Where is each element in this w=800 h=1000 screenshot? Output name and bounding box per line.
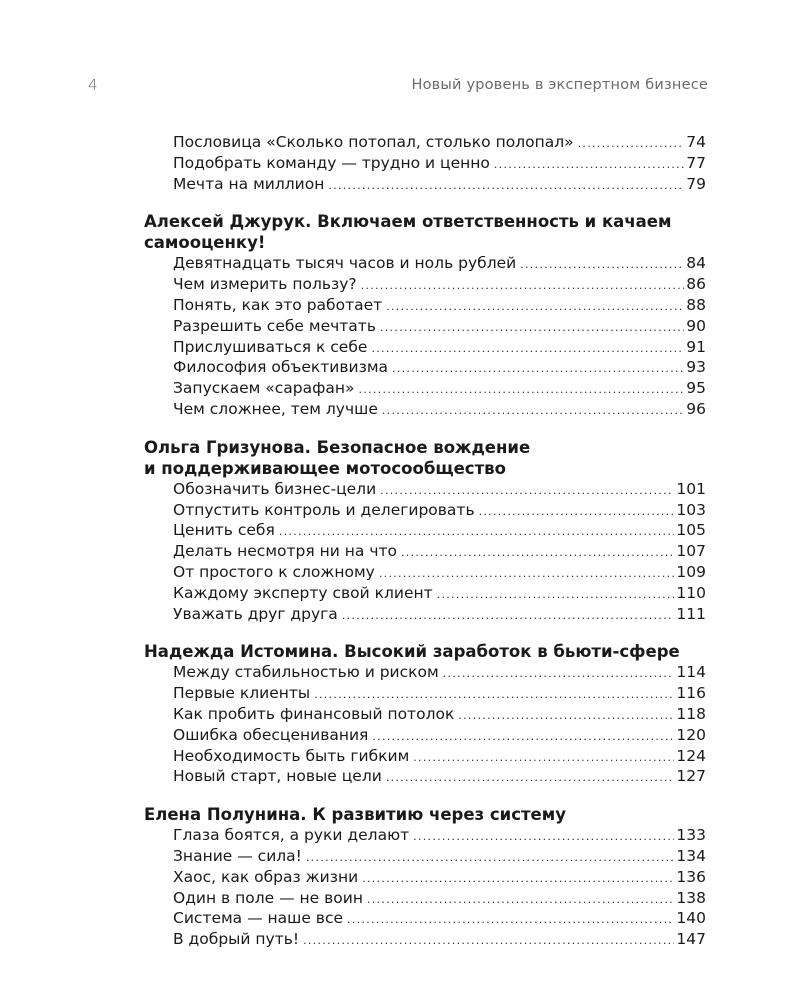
dot-leader: [494, 156, 684, 175]
entry-title: Между стабильностью и риском: [173, 663, 439, 682]
entry-page-number: 109: [676, 562, 706, 581]
entry-title: Прислушиваться к себе: [173, 337, 368, 356]
toc-entry: [144, 563, 706, 584]
entry-title: Запускаем «сарафан»: [173, 379, 355, 398]
dot-leader: [386, 298, 684, 317]
dot-leader: [520, 256, 684, 275]
section-title: Алексей Джурук. Включаем ответственность и качаем самооценку!: [144, 212, 672, 253]
entry-title: Уважать друг друга: [173, 604, 338, 623]
entry-page-number: 105: [676, 521, 706, 540]
entry-title: Подобрать команду — трудно и ценно: [173, 153, 490, 172]
entry-title: Знание — сила!: [173, 846, 302, 865]
entry-page-number: 91: [686, 337, 706, 356]
entry-page-number: 90: [686, 316, 706, 335]
toc-section: [144, 133, 706, 195]
entry-title: Хаос, как образ жизни: [173, 867, 359, 886]
entry-page-number: 107: [676, 542, 706, 561]
entry-page-number: 74: [686, 133, 706, 151]
dot-leader: [479, 503, 675, 522]
toc-entry: [144, 726, 706, 747]
dot-leader: [359, 381, 685, 400]
dot-leader: [386, 769, 675, 788]
toc-entry: [144, 868, 706, 889]
toc-entry: [144, 684, 706, 705]
entry-page-number: 88: [686, 295, 706, 314]
entry-title: Делать несмотря ни на что: [173, 542, 397, 561]
dot-leader: [361, 277, 685, 296]
toc-entry: [144, 379, 706, 400]
dot-leader: [413, 828, 674, 847]
dot-leader: [413, 749, 674, 768]
entry-title: Ценить себя: [173, 521, 275, 540]
toc-entry: [144, 275, 706, 296]
section-title: Надежда Истомина. Высокий заработок в бьюти-сфере: [144, 642, 680, 662]
toc-entry: [144, 480, 706, 501]
entry-title: Каждому эксперту свой клиент: [173, 583, 433, 602]
entry-page-number: 127: [676, 767, 706, 786]
toc-entry: [144, 584, 706, 605]
dot-leader: [443, 665, 675, 684]
entry-page-number: 134: [676, 846, 706, 865]
entry-title: Один в поле — не воин: [173, 888, 363, 907]
entry-page-number: 147: [676, 930, 706, 949]
toc-entry: [144, 296, 706, 317]
section-title: Ольга Гризунова. Безопасное вождение и поддерживающее мотосообщество: [144, 437, 531, 478]
dot-leader: [437, 586, 675, 605]
page-number: 4: [88, 76, 98, 94]
toc-section: [144, 437, 706, 626]
entry-page-number: 110: [676, 583, 706, 602]
entry-page-number: 96: [686, 399, 706, 418]
entry-page-number: 140: [676, 909, 706, 928]
toc-entry: [144, 747, 706, 768]
entry-page-number: 118: [676, 704, 706, 723]
toc-entry: [144, 358, 706, 379]
entry-title: Чем измерить пользу?: [173, 275, 357, 294]
entry-page-number: 95: [686, 379, 706, 398]
toc-entry: [144, 317, 706, 338]
entry-title: Философия объективизма: [173, 358, 389, 377]
entry-page-number: 101: [676, 479, 706, 498]
running-title: Новый уровень в экспертном бизнесе: [411, 77, 708, 93]
toc-entry: [144, 542, 706, 563]
entry-page-number: 114: [676, 663, 706, 682]
dot-leader: [328, 177, 684, 196]
toc-entry: [144, 521, 706, 542]
entry-title: Мечта на миллион: [173, 174, 325, 193]
toc-entry: [144, 338, 706, 359]
dot-leader: [380, 319, 684, 338]
entry-title: Необходимость быть гибким: [173, 746, 410, 765]
toc-entry: [144, 605, 706, 626]
dot-leader: [371, 340, 684, 359]
entry-page-number: 136: [676, 867, 706, 886]
dot-leader: [362, 870, 674, 889]
toc-entry: [144, 847, 706, 868]
entry-page-number: 84: [686, 254, 706, 273]
section-title: Елена Полунина. К развитию через систему: [144, 805, 566, 825]
entry-title: Обозначить бизнес-цели: [173, 479, 377, 498]
entry-title: Понять, как это работает: [173, 295, 383, 314]
entry-title: Разрешить себе мечтать: [173, 316, 376, 335]
entry-title: Новый старт, новые цели: [173, 767, 382, 786]
entry-title: Первые клиенты: [173, 684, 311, 703]
toc-section: [144, 641, 706, 788]
dot-leader: [367, 891, 674, 910]
entry-page-number: 133: [676, 826, 706, 845]
dot-leader: [392, 360, 684, 379]
toc-entry: [144, 889, 706, 910]
dot-leader: [306, 849, 675, 868]
dot-leader: [458, 707, 674, 726]
dot-leader: [380, 482, 674, 501]
entry-title: Как пробить финансовый потолок: [173, 704, 455, 723]
entry-title: Отпустить контроль и делегировать: [173, 500, 475, 519]
toc-entry: [144, 930, 706, 951]
entry-title: В добрый путь!: [173, 930, 300, 949]
entry-title: От простого к сложному: [173, 562, 375, 581]
entry-title: Система — наше все: [173, 909, 344, 928]
entry-title: Ошибка обесценивания: [173, 725, 369, 744]
table-of-contents: [144, 133, 706, 967]
toc-entry: [144, 767, 706, 788]
dot-leader: [314, 686, 674, 705]
entry-page-number: 116: [676, 684, 706, 703]
toc-entry: [144, 909, 706, 930]
toc-section: [144, 804, 706, 951]
toc-entry: [144, 175, 706, 196]
entry-page-number: 79: [686, 174, 706, 193]
dot-leader: [578, 135, 685, 154]
toc-entry: [144, 501, 706, 522]
toc-entry: [144, 826, 706, 847]
dot-leader: [347, 911, 674, 930]
dot-leader: [382, 402, 684, 421]
entry-page-number: 124: [676, 746, 706, 765]
entry-title: Чем сложнее, тем лучше: [173, 399, 378, 418]
toc-entry: [144, 663, 706, 684]
entry-title: Девятнадцать тысяч часов и ноль рублей: [173, 254, 517, 273]
dot-leader: [372, 728, 674, 747]
dot-leader: [342, 607, 675, 626]
entry-page-number: 103: [676, 500, 706, 519]
entry-page-number: 77: [686, 153, 706, 172]
toc-entry: [144, 133, 706, 154]
dot-leader: [303, 932, 674, 951]
entry-title: Пословица «Сколько потопал, столько полопал»: [173, 133, 574, 151]
entry-page-number: 86: [686, 275, 706, 294]
entry-page-number: 93: [686, 358, 706, 377]
entry-page-number: 138: [676, 888, 706, 907]
dot-leader: [401, 544, 674, 563]
dot-leader: [379, 565, 675, 584]
toc-entry: [144, 705, 706, 726]
toc-entry: [144, 154, 706, 175]
entry-page-number: 111: [676, 604, 706, 623]
toc-entry: [144, 254, 706, 275]
dot-leader: [279, 523, 675, 542]
toc-section: [144, 211, 706, 420]
toc-entry: [144, 400, 706, 421]
entry-page-number: 120: [676, 725, 706, 744]
entry-title: Глаза боятся, а руки делают: [173, 826, 410, 845]
